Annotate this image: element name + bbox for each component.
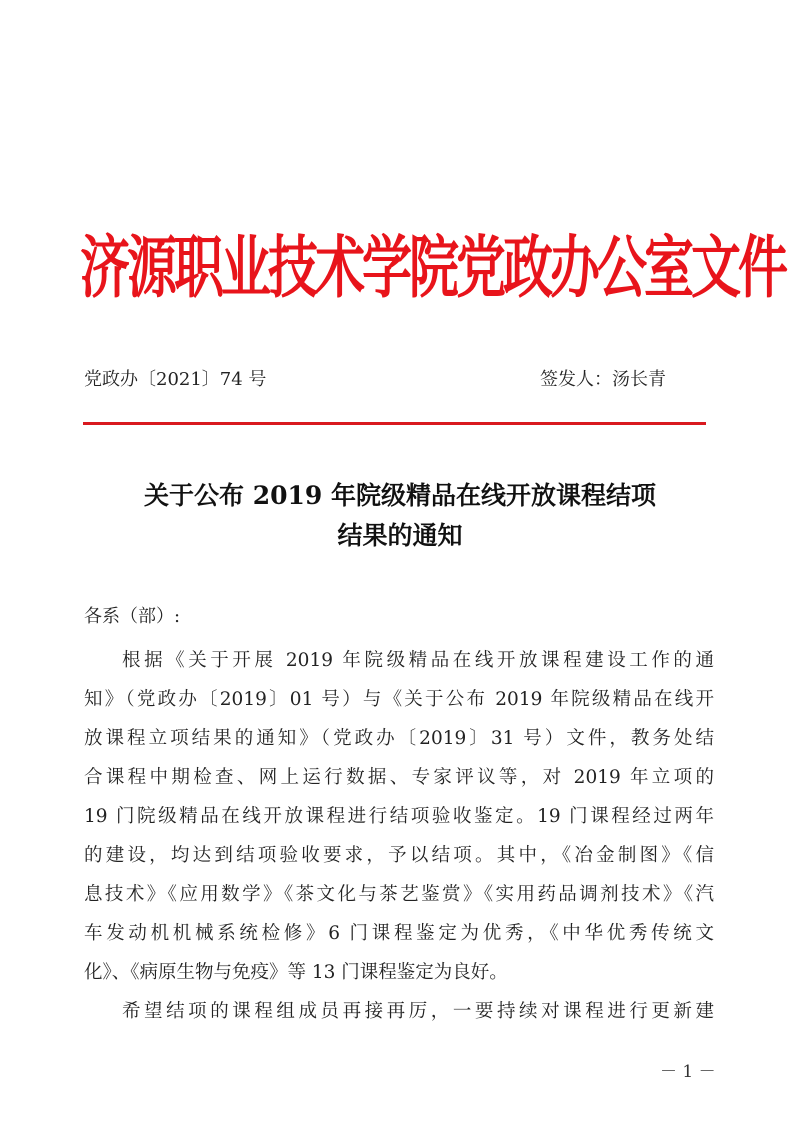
body-line: 放课程立项结果的通知》（党政办〔2019〕31 号）文件，教务处结 — [84, 728, 714, 749]
signer: 签发人：汤长青 — [540, 369, 666, 390]
body-line: 希望结项的课程组成员再接再厉，一要持续对课程进行更新建 — [122, 1001, 714, 1022]
body-line: 车发动机机械系统检修》6 门课程鉴定为优秀，《中华优秀传统文 — [84, 923, 714, 944]
body-line: 合课程中期检查、网上运行数据、专家评议等，对 2019 年立项的 — [84, 767, 714, 788]
title-line: 结果的通知 — [337, 521, 463, 550]
body-line: 的建设，均达到结项验收要求，予以结项。其中，《冶金制图》《信 — [84, 845, 714, 866]
body-line: 化》、《病原生物与免疫》等 13 门课程鉴定为良好。 — [84, 962, 508, 983]
title-line: 关于公布 2019 年院级精品在线开放课程结项 — [144, 481, 656, 510]
body-line: 19 门院级精品在线开放课程进行结项验收鉴定。19 门课程经过两年 — [84, 806, 714, 827]
body-line: 根据《关于开展 2019 年院级精品在线开放课程建设工作的通 — [122, 650, 714, 671]
page-number: － 1 － — [660, 1062, 716, 1082]
salutation: 各系（部）: — [84, 606, 181, 627]
body-line: 息技术》《应用数学》《茶文化与茶艺鉴赏》《实用药品调剂技术》《汽 — [84, 884, 714, 905]
body-line: 知》（党政办〔2019〕01 号）与《关于公布 2019 年院级精品在线开 — [84, 689, 714, 710]
document-body — [84, 641, 714, 1031]
document-masthead: 济源职业技术学院党政办公室文件 — [80, 227, 785, 308]
document-number: 党政办〔2021〕74 号 — [84, 369, 267, 390]
red-divider-line — [83, 422, 706, 425]
document-title — [90, 476, 710, 556]
